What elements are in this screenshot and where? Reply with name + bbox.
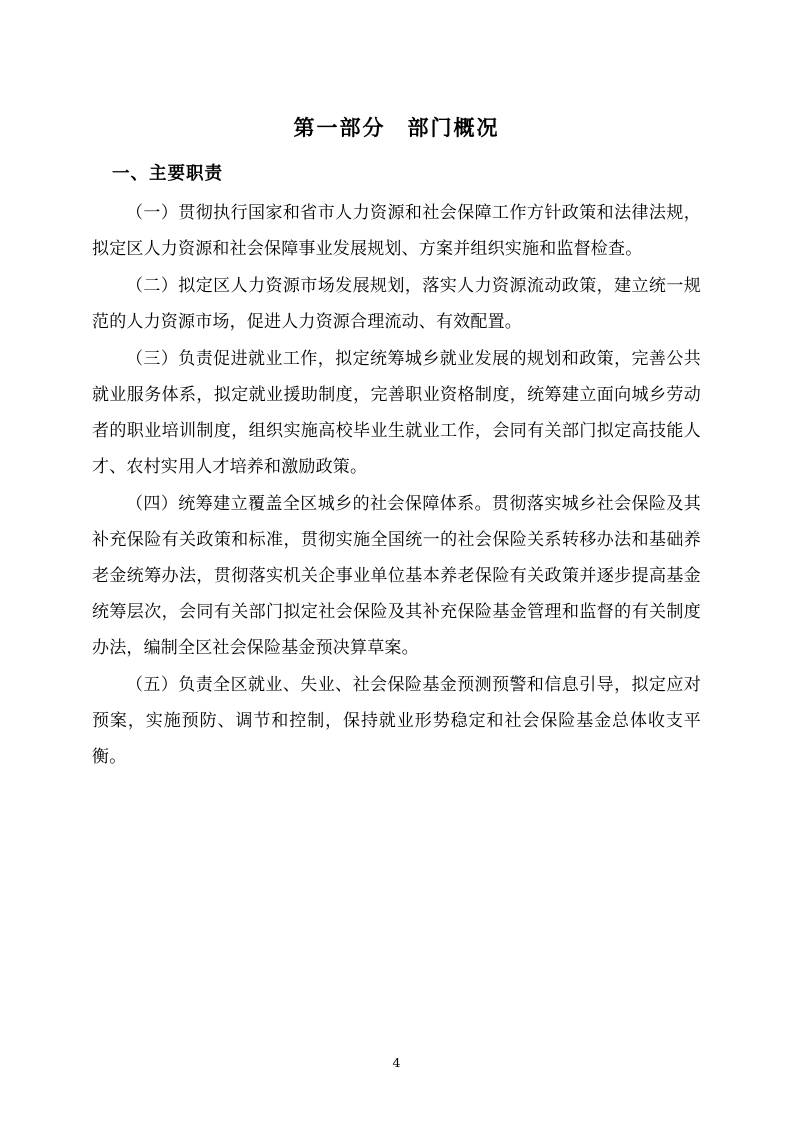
page-title-part-sub: 部门概况 [407, 115, 500, 140]
paragraph-1: （一）贯彻执行国家和省市人力资源和社会保障工作方针政策和法律法规，拟定区人力资源和社会保障事业发展规划、方案并组织实施和监督检查。 [92, 203, 701, 259]
page-title [92, 112, 701, 142]
section-heading: 一、主要职责 [112, 164, 223, 184]
page-number: 4 [392, 1055, 401, 1070]
page-title-part-main: 第一部分 [293, 115, 386, 140]
paragraph-5: （五）负责全区就业、失业、社会保险基金预测预警和信息引导，拟定应对预案，实施预防、调节和控制，保持就业形势稳定和社会保险基金总体收支平衡。 [92, 675, 701, 767]
paragraph-2: （二）拟定区人力资源市场发展规划，落实人力资源流动政策，建立统一规范的人力资源市场，促进人力资源合理流动、有效配置。 [92, 276, 701, 332]
paragraph-4: （四）统筹建立覆盖全区城乡的社会保障体系。贯彻落实城乡社会保险及其补充保险有关政策和标准，贯彻实施全国统一的社会保险关系转移办法和基础养老金统筹办法，贯彻落实机关企事业单位基本养老保险有关政策并逐步提高基金统筹层次，会同有关部门拟定社会保险及其补充保险基金管理和监督的有关制度办法，编制全区社会保险基金预决算草案。 [92, 494, 701, 658]
paragraph-3: （三）负责促进就业工作，拟定统筹城乡就业发展的规划和政策，完善公共就业服务体系，拟定就业援助制度，完善职业资格制度，统筹建立面向城乡劳动者的职业培训制度，组织实施高校毕业生就业工作，会同有关部门拟定高技能人才、农村实用人才培养和激励政策。 [92, 349, 701, 477]
